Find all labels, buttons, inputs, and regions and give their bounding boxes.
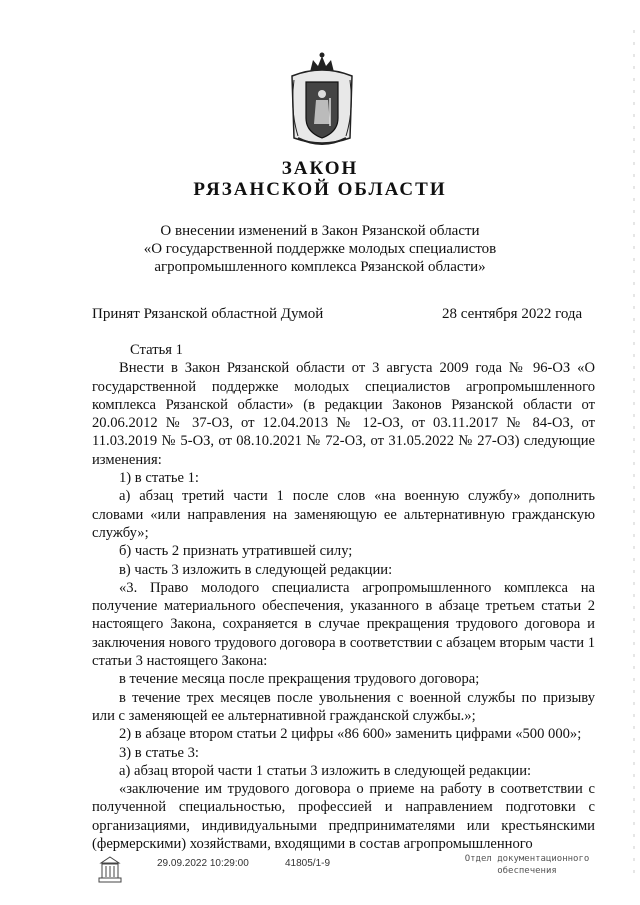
adopted-date: 28 сентября 2022 года [442,306,583,322]
paragraph: в) часть 3 изложить в следующей редакции: [119,561,393,578]
adopted-by: Принят Рязанской областной Думой [92,306,324,322]
footer-timestamp: 29.09.2022 10:29:00 [157,858,249,869]
paragraph: 2) в абзаце втором статьи 2 цифры «86 600» заменить цифрами «500 000»; [119,726,582,743]
law-body [92,341,595,853]
paragraph: 1) в статье 1: [119,470,199,487]
paragraph: в течение месяца после прекращения трудового договора; [119,671,480,688]
paragraph: б) часть 2 признать утратившей силу; [119,543,353,560]
paragraph: а) абзац третий части 1 после слов «на военную службу» дополнить словами «или направления на заменяющую ее альтернативную гражданскую службу»; [92,488,595,541]
footer-doc-number: 41805/1-9 [285,858,331,869]
paragraph: 3) в статье 3: [119,744,199,761]
paragraph: «заключение им трудового договора о приеме на работу в соответствии с полученной специальностью, профессией и направлением подготовки с организациями, индивидуальными предпринимателями или крестьянскими (фермерскими) хозяйствами, входящими в состав агропромышленного [92,781,595,853]
paragraph: «3. Право молодого специалиста агропромышленного комплекса на получение материального обеспечения, указанного в абзаце третьем статьи 2 настоящего Закона, сохраняется в случае прекращения трудового договора и заключения нового трудового договора в соответствии с абзацем вторым части 1 статьи 3 настоящего Закона: [92,579,595,670]
department-stamp [452,853,602,877]
paragraph: Внести в Закон Рязанской области от 3 августа 2009 года № 96-ОЗ «О государственной поддержке молодых специалистов агропромышленного комплекса Рязанской области» (в редакции Законов Рязанской области от 20.06.2012 № 37-ОЗ, от 12.04.2013 № 12-ОЗ, от 03.11.2017 № 84-ОЗ, от 11.03.2019 № 5-ОЗ, от 08.10.2021 № 72-ОЗ, от 31.05.2022 № 27-ОЗ) следующие изменения: [92,360,595,468]
building-icon [97,855,123,885]
scan-edge-marks [632,30,636,880]
coat-of-arms-icon [286,50,358,150]
subtitle-line: агропромышленного комплекса Рязанской области» [154,259,486,275]
subtitle-line: О внесении изменений в Закон Рязанской области [160,223,480,239]
paragraph: а) абзац второй части 1 статьи 3 изложить в следующей редакции: [119,762,532,779]
stamp-line: Отдел документационного [464,854,590,864]
law-title: ЗАКОН [281,158,359,179]
subtitle-line: «О государственной поддержке молодых специалистов [143,241,497,257]
stamp-line: обеспечения [497,866,557,876]
region-title: РЯЗАНСКОЙ ОБЛАСТИ [193,179,447,200]
article-heading: Статья 1 [130,342,183,358]
paragraph: в течение трех месяцев после увольнения с военной службы по призыву или с заменяющей ее альтернативной гражданской службы.»; [92,689,595,724]
